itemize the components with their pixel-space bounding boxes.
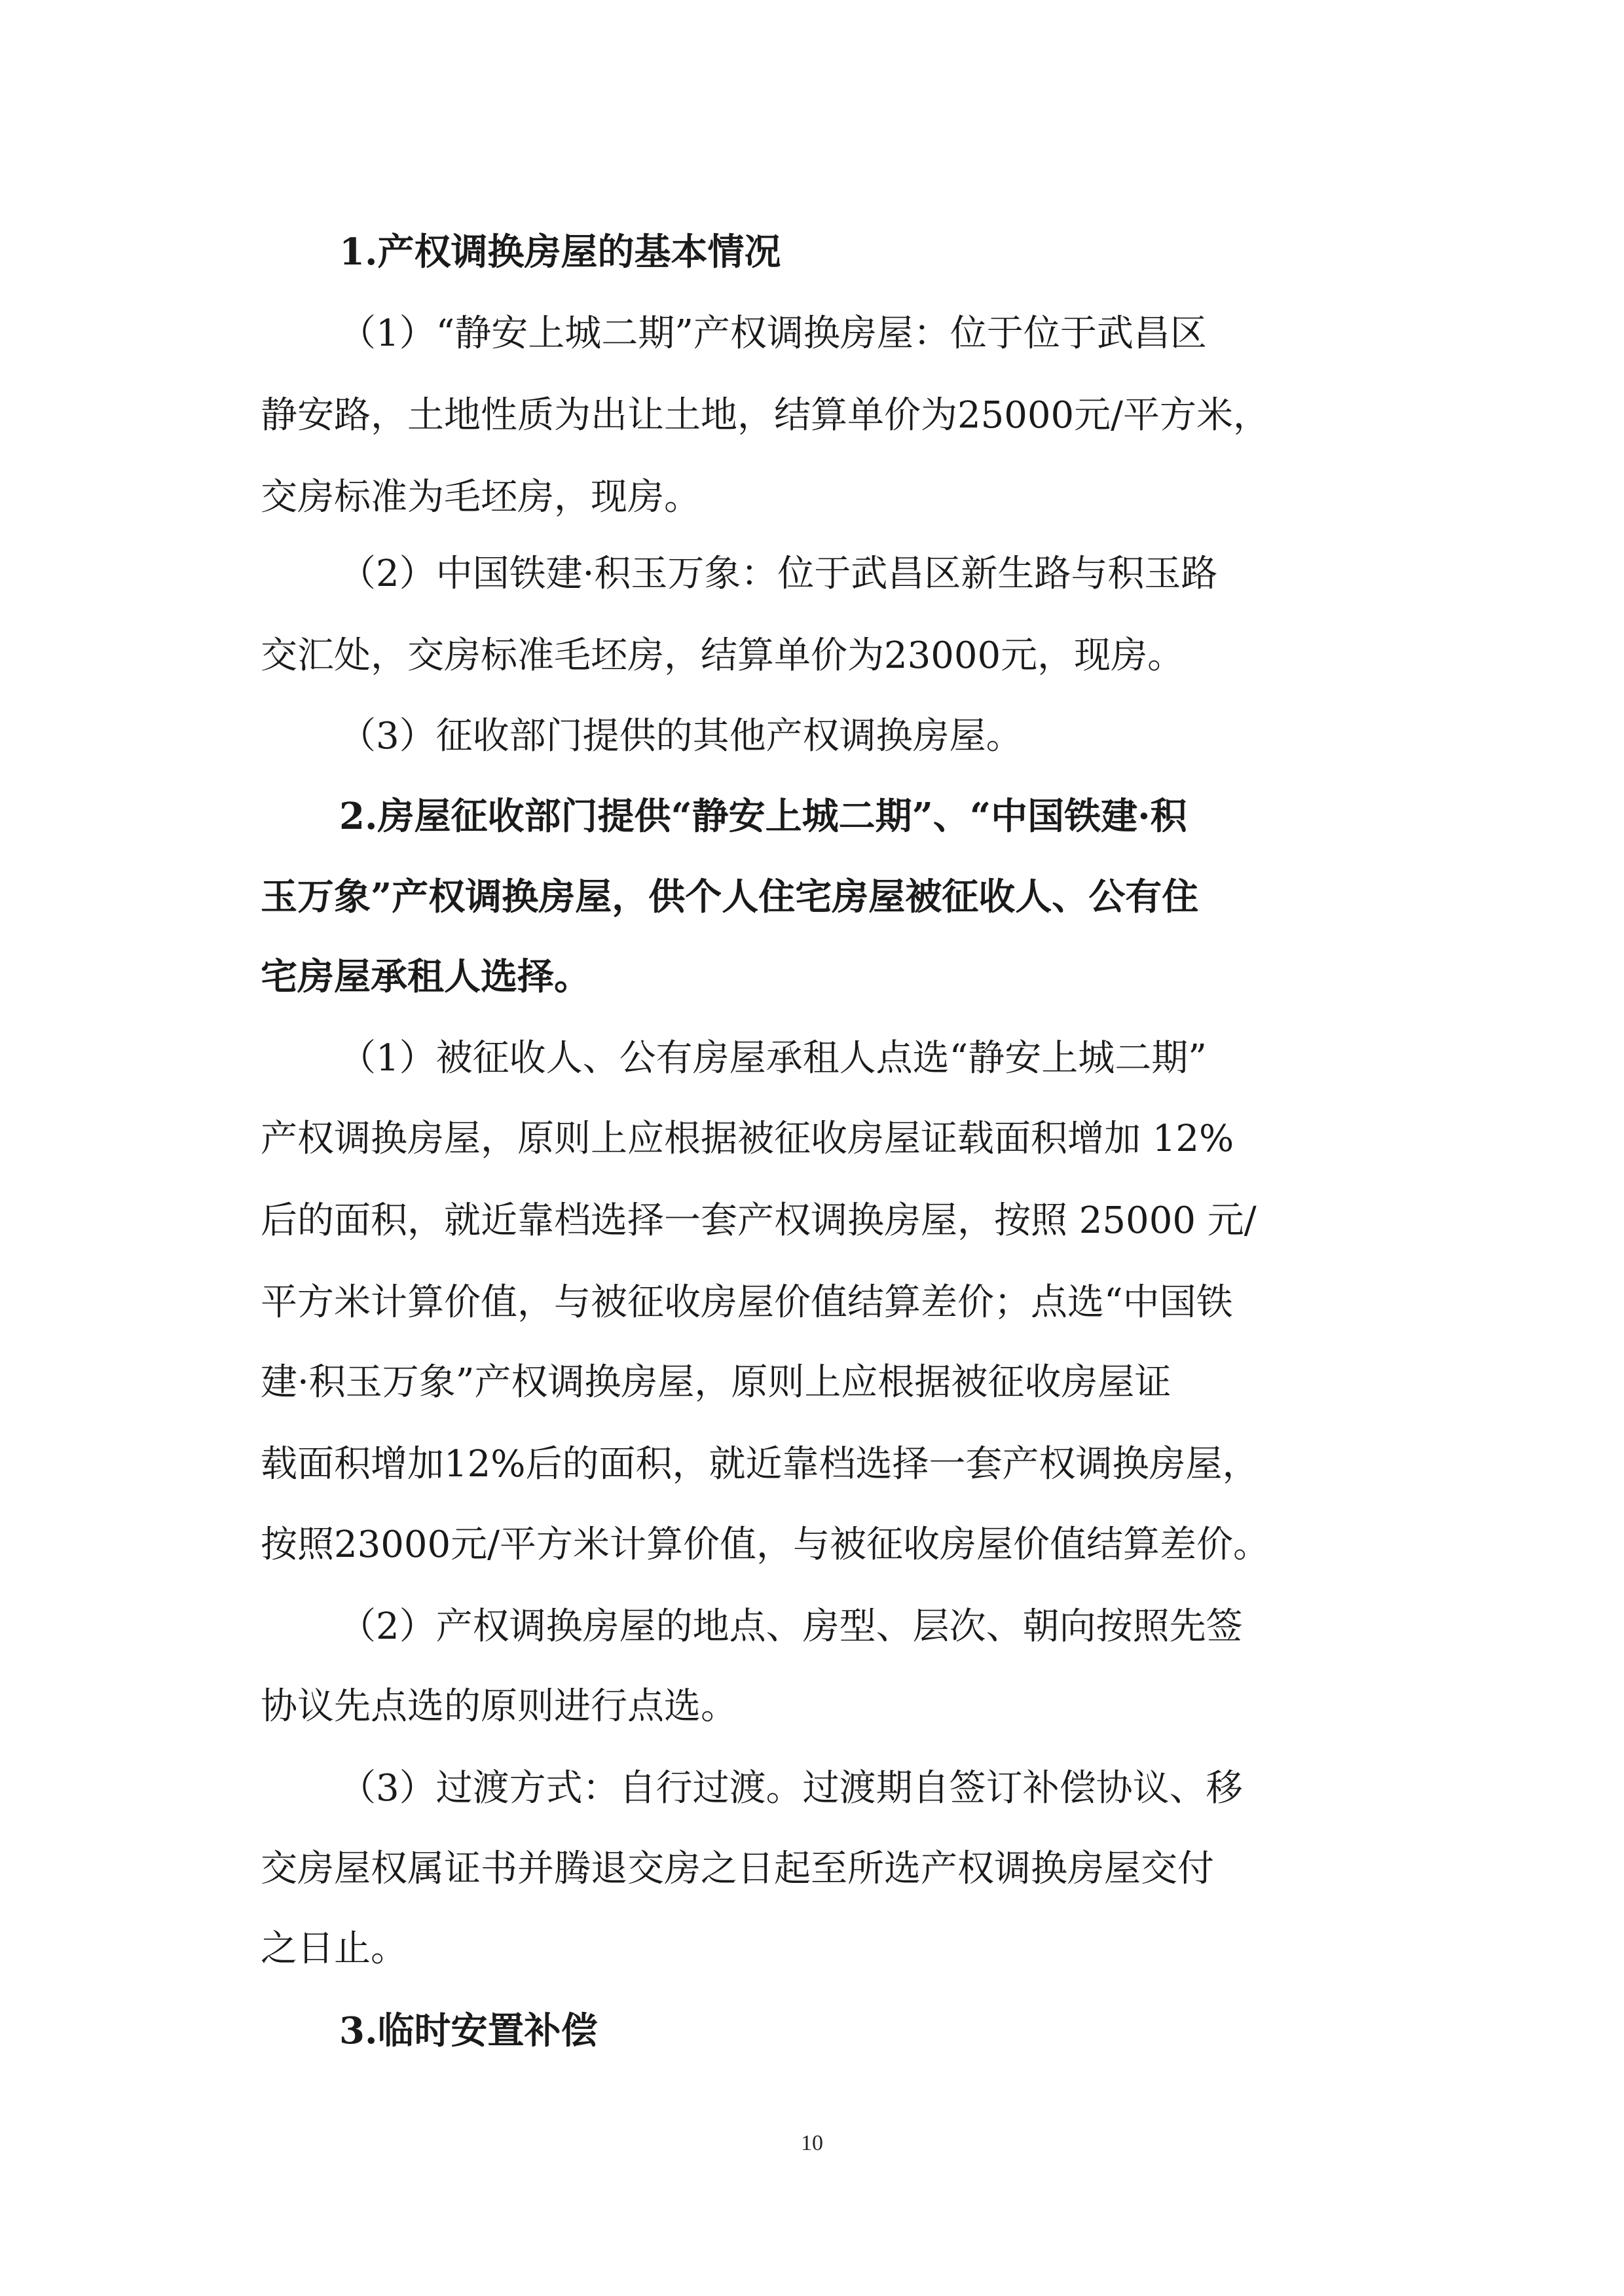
paragraph-line: 建·积玉万象”产权调换房屋，原则上应根据被征收房屋证 (261, 1361, 1172, 1404)
paragraph-line: 载面积增加12%后的面积，就近靠档选择一套产权调换房屋， (261, 1443, 1259, 1485)
paragraph-line: 产权调换房屋，原则上应根据被征收房屋证载面积增加 12% (261, 1118, 1234, 1160)
paragraph-line: （1）被征收人、公有房屋承租人点选“静安上城二期” (339, 1037, 1207, 1080)
paragraph-line: 按照23000元/平方米计算价值，与被征收房屋价值结算差价。 (261, 1523, 1270, 1566)
page-number: 10 (801, 2131, 823, 2155)
paragraph-line: 后的面积，就近靠档选择一套产权调换房屋，按照 25000 元/ (261, 1199, 1257, 1242)
paragraph-line: （2）中国铁建·积玉万象：位于武昌区新生路与积玉路 (339, 553, 1218, 595)
paragraph-line: 交房标准为毛坯房，现房。 (261, 476, 701, 519)
heading-2: 2.房屋征收部门提供“静安上城二期”、“中国铁建·积 (339, 795, 1187, 838)
paragraph-line: 交汇处，交房标准毛坯房，结算单价为23000元，现房。 (261, 634, 1185, 677)
paragraph-line: 交房屋权属证书并腾退交房之日起至所选产权调换房屋交付 (261, 1848, 1214, 1890)
heading-2-cont: 宅房屋承租人选择。 (261, 955, 591, 998)
heading-2-cont: 玉万象”产权调换房屋，供个人住宅房屋被征收人、公有住 (261, 875, 1199, 919)
heading-1: 1.产权调换房屋的基本情况 (339, 230, 781, 274)
paragraph-line: 协议先点选的原则进行点选。 (261, 1685, 737, 1728)
paragraph-line: 平方米计算价值，与被征收房屋价值结算差价；点选“中国铁 (261, 1281, 1233, 1324)
paragraph-line: 静安路，土地性质为出让土地，结算单价为25000元/平方米， (261, 394, 1270, 437)
paragraph-line: （3）过渡方式：自行过渡。过渡期自签订补偿协议、移 (339, 1767, 1243, 1810)
paragraph-line: 之日止。 (261, 1927, 407, 1970)
paragraph-line: （3）征收部门提供的其他产权调换房屋。 (339, 715, 1023, 757)
heading-3: 3.临时安置补偿 (339, 2009, 598, 2052)
paragraph-line: （1）“静安上城二期”产权调换房屋：位于位于武昌区 (339, 312, 1207, 355)
paragraph-line: （2）产权调换房屋的地点、房型、层次、朝向按照先签 (339, 1605, 1243, 1648)
